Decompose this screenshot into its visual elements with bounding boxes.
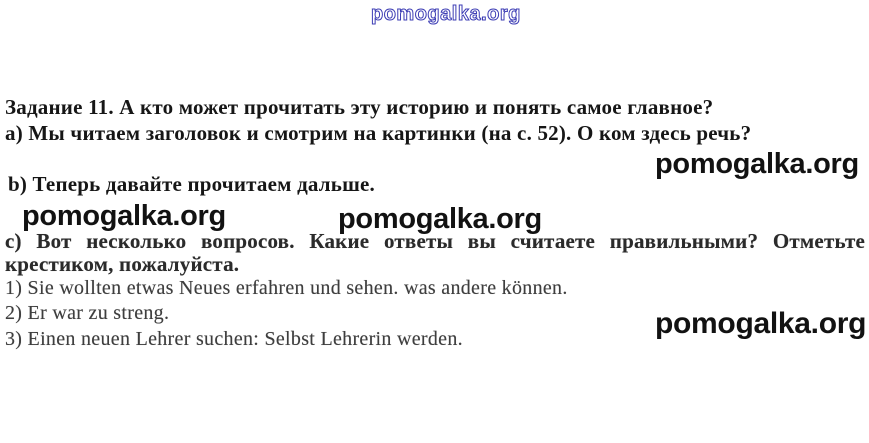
subtask-c-line1: с) Вот несколько вопросов. Какие ответы вы считаете правильными? Отметьте: [5, 229, 865, 253]
option-2: 2) Er war zu streng.: [5, 302, 170, 324]
subtask-c-line2: крестиком, пожалуйста.: [5, 252, 240, 276]
option-3: 3) Einen neuen Lehrer suchen: Selbst Lehrerin werden.: [5, 328, 463, 350]
watermark-bottom-right: pomogalka.org: [655, 307, 867, 340]
watermark-center-mid: pomogalka.org: [338, 203, 542, 235]
subtask-b: b) Теперь давайте прочитаем дальше.: [8, 172, 375, 196]
task-title: Задание 11. А кто может прочитать эту историю и понять самое главное?: [5, 95, 714, 119]
watermark-top: pomogalka.org: [371, 3, 521, 25]
option-1: 1) Sie wollten etwas Neues erfahren und sehen. was andere können.: [5, 277, 568, 299]
watermark-left-mid: pomogalka.org: [22, 200, 226, 232]
watermark-right-upper: pomogalka.org: [655, 148, 859, 180]
subtask-a: а) Мы читаем заголовок и смотрим на картинки (на с. 52). О ком здесь речь?: [5, 121, 752, 145]
